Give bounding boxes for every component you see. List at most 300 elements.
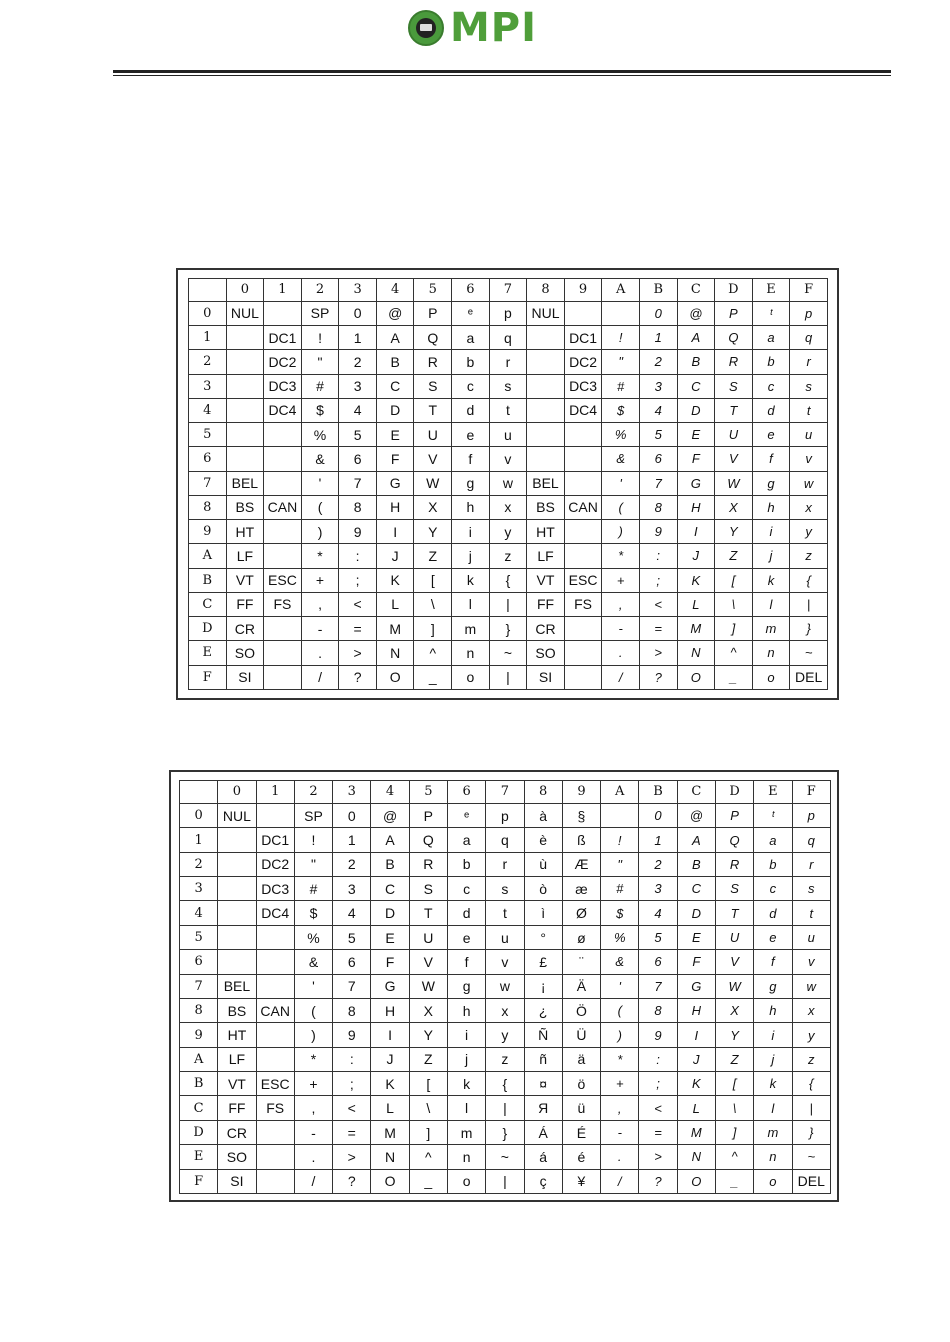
header-row [180, 781, 831, 804]
code-cell: ; [333, 1072, 371, 1096]
code-cell: ! [601, 828, 639, 852]
code-cell: ¿ [524, 998, 562, 1022]
code-cell: L [376, 592, 414, 616]
code-cell: 2 [639, 350, 677, 374]
table-row [180, 1072, 831, 1096]
row-header: 7 [189, 471, 227, 495]
row-header: 1 [180, 828, 218, 852]
code-cell: O [376, 665, 414, 689]
code-cell: Á [524, 1120, 562, 1144]
row-header: D [180, 1120, 218, 1144]
code-cell: á [524, 1145, 562, 1169]
code-cell: Z [715, 1047, 753, 1071]
code-cell: _ [409, 1169, 447, 1193]
code-cell: F [376, 447, 414, 471]
code-cell: ( [601, 998, 639, 1022]
row-header: B [180, 1072, 218, 1096]
code-cell: T [414, 398, 452, 422]
code-cell: b [752, 350, 790, 374]
code-cell: + [601, 1072, 639, 1096]
code-cell: h [754, 998, 792, 1022]
code-cell: U [409, 925, 447, 949]
code-cell: 8 [639, 495, 677, 519]
code-cell: HT [527, 520, 565, 544]
code-cell: 0 [639, 803, 677, 827]
code-cell: v [790, 447, 828, 471]
table-row [180, 1023, 831, 1047]
code-cell: g [754, 974, 792, 998]
table-row [180, 925, 831, 949]
code-cell: H [371, 998, 409, 1022]
row-header: 1 [189, 326, 227, 350]
code-cell: m [447, 1120, 485, 1144]
code-cell: ᵉ [447, 803, 485, 827]
code-cell [226, 374, 264, 398]
column-header: 2 [294, 781, 332, 804]
code-cell: " [601, 852, 639, 876]
code-cell: ) [601, 1023, 639, 1047]
column-header: 5 [409, 781, 447, 804]
code-cell: Z [715, 544, 753, 568]
code-cell: # [301, 374, 339, 398]
code-cell: 9 [639, 520, 677, 544]
code-cell: & [301, 447, 339, 471]
code-cell: F [371, 950, 409, 974]
code-cell: J [371, 1047, 409, 1071]
code-cell: ~ [792, 1145, 831, 1169]
code-cell: Я [524, 1096, 562, 1120]
corner-cell [189, 279, 227, 302]
code-cell: § [562, 803, 600, 827]
code-cell: DC1 [256, 828, 294, 852]
code-cell: < [639, 1096, 677, 1120]
row-header: C [189, 592, 227, 616]
code-cell: ü [562, 1096, 600, 1120]
code-cell: i [447, 1023, 485, 1047]
code-cell [264, 423, 302, 447]
code-cell: C [677, 374, 715, 398]
code-cell: F [677, 950, 715, 974]
code-cell: FS [564, 592, 602, 616]
code-cell: ( [301, 495, 339, 519]
code-cell: ñ [524, 1047, 562, 1071]
code-cell: S [414, 374, 452, 398]
code-cell: ESC [256, 1072, 294, 1096]
code-cell: ; [339, 568, 377, 592]
code-cell: > [333, 1145, 371, 1169]
column-header: F [792, 781, 831, 804]
code-cell: ! [294, 828, 332, 852]
column-header: A [601, 781, 639, 804]
code-cell: x [790, 495, 828, 519]
code-cell [218, 950, 256, 974]
code-cell: h [452, 495, 490, 519]
code-cell: l [447, 1096, 485, 1120]
code-cell: N [677, 1145, 715, 1169]
table-row [189, 423, 828, 447]
code-cell [226, 398, 264, 422]
code-cell: e [452, 423, 490, 447]
code-cell: i [452, 520, 490, 544]
code-cell: b [447, 852, 485, 876]
code-cell: v [486, 950, 524, 974]
column-header: 3 [339, 279, 377, 302]
code-cell: ) [301, 520, 339, 544]
code-cell: ; [639, 1072, 677, 1096]
code-cell: y [486, 1023, 524, 1047]
code-cell: } [790, 617, 828, 641]
code-cell: . [602, 641, 640, 665]
code-cell: y [790, 520, 828, 544]
code-cell: E [376, 423, 414, 447]
code-cell: | [790, 592, 828, 616]
column-header: 7 [489, 279, 527, 302]
code-cell: k [452, 568, 490, 592]
code-cell: ? [639, 1169, 677, 1193]
code-cell: x [792, 998, 831, 1022]
column-header: 1 [264, 279, 302, 302]
code-cell: ù [524, 852, 562, 876]
code-cell: H [376, 495, 414, 519]
code-cell: d [447, 901, 485, 925]
code-cell: ! [301, 326, 339, 350]
code-cell: X [414, 495, 452, 519]
code-cell: c [452, 374, 490, 398]
code-cell: & [294, 950, 332, 974]
code-cell: # [602, 374, 640, 398]
code-cell: & [602, 447, 640, 471]
code-cell: < [333, 1096, 371, 1120]
code-cell: N [376, 641, 414, 665]
row-header: E [189, 641, 227, 665]
column-header: C [677, 279, 715, 302]
code-cell: g [447, 974, 485, 998]
code-cell: V [715, 950, 753, 974]
code-cell [601, 803, 639, 827]
code-cell: , [294, 1096, 332, 1120]
code-cell: 9 [339, 520, 377, 544]
code-cell [256, 1047, 294, 1071]
code-cell: £ [524, 950, 562, 974]
table-row [189, 520, 828, 544]
table-row [189, 544, 828, 568]
code-cell: \ [715, 1096, 753, 1120]
code-cell: ESC [564, 568, 602, 592]
code-cell: h [752, 495, 790, 519]
code-cell: P [715, 301, 753, 325]
code-cell: s [790, 374, 828, 398]
code-cell: BS [226, 495, 264, 519]
code-cell: s [792, 877, 831, 901]
code-cell: ! [602, 326, 640, 350]
table-row [189, 568, 828, 592]
code-cell: s [486, 877, 524, 901]
table-row [180, 1145, 831, 1169]
code-cell: j [752, 544, 790, 568]
code-cell: R [414, 350, 452, 374]
code-cell: æ [562, 877, 600, 901]
code-cell [564, 301, 602, 325]
mpi-logo [408, 5, 538, 51]
code-cell: Ö [562, 998, 600, 1022]
code-cell: FF [527, 592, 565, 616]
table-row [180, 1169, 831, 1193]
code-cell: DC3 [256, 877, 294, 901]
code-cell: X [715, 495, 753, 519]
code-cell: DC4 [256, 901, 294, 925]
code-cell: l [754, 1096, 792, 1120]
row-header: 2 [180, 852, 218, 876]
code-cell: VT [226, 568, 264, 592]
column-header: 6 [452, 279, 490, 302]
code-cell [264, 447, 302, 471]
code-cell [564, 447, 602, 471]
code-cell: Y [414, 520, 452, 544]
code-cell: 1 [333, 828, 371, 852]
code-cell: C [677, 877, 715, 901]
code-cell: j [447, 1047, 485, 1071]
code-cell: ESC [264, 568, 302, 592]
code-cell: m [752, 617, 790, 641]
code-cell: @ [677, 301, 715, 325]
code-cell: Z [409, 1047, 447, 1071]
row-header: E [180, 1145, 218, 1169]
code-cell: < [339, 592, 377, 616]
code-cell: e [752, 423, 790, 447]
code-cell: ᵗ [752, 301, 790, 325]
code-cell: E [677, 423, 715, 447]
code-cell: @ [371, 803, 409, 827]
code-cell: Q [409, 828, 447, 852]
code-cell: 2 [339, 350, 377, 374]
column-header: A [602, 279, 640, 302]
code-cell [527, 423, 565, 447]
code-cell: K [677, 1072, 715, 1096]
code-cell: J [376, 544, 414, 568]
code-cell: [ [409, 1072, 447, 1096]
code-cell: _ [414, 665, 452, 689]
code-cell: 8 [333, 998, 371, 1022]
code-cell: E [677, 925, 715, 949]
table-row [189, 301, 828, 325]
code-cell: o [752, 665, 790, 689]
column-header: 9 [564, 279, 602, 302]
code-cell: ä [562, 1047, 600, 1071]
code-cell: C [376, 374, 414, 398]
table-row [180, 877, 831, 901]
table-row [189, 641, 828, 665]
code-cell: U [715, 423, 753, 447]
code-cell: ' [601, 974, 639, 998]
table-row [180, 803, 831, 827]
code-cell: W [414, 471, 452, 495]
code-cell: N [371, 1145, 409, 1169]
code-cell: 4 [639, 398, 677, 422]
printer-icon [408, 10, 444, 46]
code-cell: DC4 [564, 398, 602, 422]
row-header: C [180, 1096, 218, 1120]
code-cell: D [677, 901, 715, 925]
code-cell: Z [414, 544, 452, 568]
code-cell: ' [602, 471, 640, 495]
code-cell: z [489, 544, 527, 568]
table-row [189, 326, 828, 350]
code-cell: I [371, 1023, 409, 1047]
code-cell: BS [218, 998, 256, 1022]
table-row [180, 1047, 831, 1071]
code-cell: 7 [339, 471, 377, 495]
code-cell: U [414, 423, 452, 447]
code-cell: _ [715, 1169, 753, 1193]
code-cell: 3 [639, 374, 677, 398]
code-cell: * [294, 1047, 332, 1071]
code-cell: @ [677, 803, 715, 827]
code-cell: VT [218, 1072, 256, 1096]
code-cell: . [294, 1145, 332, 1169]
code-cell: : [339, 544, 377, 568]
code-cell: 4 [639, 901, 677, 925]
code-cell: g [752, 471, 790, 495]
code-cell: Ä [562, 974, 600, 998]
code-cell: o [452, 665, 490, 689]
code-cell: y [792, 1023, 831, 1047]
code-cell: LF [527, 544, 565, 568]
code-cell: ' [294, 974, 332, 998]
code-cell: CR [218, 1120, 256, 1144]
code-cell: 1 [639, 326, 677, 350]
code-cell: w [792, 974, 831, 998]
code-cell: b [754, 852, 792, 876]
code-cell: ~ [790, 641, 828, 665]
code-cell: v [792, 950, 831, 974]
row-header: 8 [180, 998, 218, 1022]
code-cell: % [294, 925, 332, 949]
code-cell: 1 [639, 828, 677, 852]
code-cell: Ü [562, 1023, 600, 1047]
code-cell [218, 852, 256, 876]
code-cell: c [752, 374, 790, 398]
code-cell: { [792, 1072, 831, 1096]
code-cell [527, 447, 565, 471]
row-header: D [189, 617, 227, 641]
code-cell: z [486, 1047, 524, 1071]
code-cell: { [486, 1072, 524, 1096]
code-cell: = [639, 617, 677, 641]
code-cell: a [447, 828, 485, 852]
code-cell: a [452, 326, 490, 350]
code-cell: ° [524, 925, 562, 949]
code-cell: = [333, 1120, 371, 1144]
code-cell [527, 326, 565, 350]
row-header: 5 [180, 925, 218, 949]
code-cell: n [752, 641, 790, 665]
code-cell: à [524, 803, 562, 827]
code-cell: > [339, 641, 377, 665]
code-cell: : [639, 1047, 677, 1071]
header-rule [113, 70, 891, 73]
row-header: 0 [180, 803, 218, 827]
code-cell: x [486, 998, 524, 1022]
code-cell [264, 641, 302, 665]
code-cell [527, 398, 565, 422]
code-cell: A [677, 828, 715, 852]
code-cell: 3 [333, 877, 371, 901]
code-cell: z [792, 1047, 831, 1071]
code-cell: % [602, 423, 640, 447]
code-cell [218, 901, 256, 925]
code-cell: ¤ [524, 1072, 562, 1096]
code-cell: v [489, 447, 527, 471]
code-cell: > [639, 641, 677, 665]
code-cell: 6 [639, 447, 677, 471]
row-header: 7 [180, 974, 218, 998]
code-cell: 7 [639, 471, 677, 495]
code-cell: R [715, 350, 753, 374]
code-cell: # [294, 877, 332, 901]
table-row [189, 617, 828, 641]
code-cell: ( [294, 998, 332, 1022]
code-cell: BEL [218, 974, 256, 998]
code-cell: CAN [256, 998, 294, 1022]
code-cell: 3 [339, 374, 377, 398]
code-cell: ? [339, 665, 377, 689]
column-header: D [715, 279, 753, 302]
code-cell: d [754, 901, 792, 925]
column-header: 7 [486, 781, 524, 804]
code-cell: q [486, 828, 524, 852]
code-cell: S [715, 877, 753, 901]
code-cell: ç [524, 1169, 562, 1193]
code-cell: ø [562, 925, 600, 949]
table-row [180, 974, 831, 998]
code-cell: V [414, 447, 452, 471]
code-cell: x [489, 495, 527, 519]
code-cell: ö [562, 1072, 600, 1096]
code-cell: Y [715, 520, 753, 544]
row-header: 2 [189, 350, 227, 374]
code-cell: J [677, 544, 715, 568]
code-cell: NUL [218, 803, 256, 827]
code-cell [264, 544, 302, 568]
code-cell: u [790, 423, 828, 447]
code-cell: @ [376, 301, 414, 325]
code-cell: q [489, 326, 527, 350]
code-cell: è [524, 828, 562, 852]
code-cell: A [371, 828, 409, 852]
code-cell [218, 828, 256, 852]
code-cell: | [489, 665, 527, 689]
row-header: 8 [189, 495, 227, 519]
column-header: 3 [333, 781, 371, 804]
row-header: 9 [189, 520, 227, 544]
code-cell: 5 [339, 423, 377, 447]
code-cell: CAN [264, 495, 302, 519]
code-cell: p [489, 301, 527, 325]
code-cell: ß [562, 828, 600, 852]
code-cell: 5 [333, 925, 371, 949]
row-header: A [189, 544, 227, 568]
code-cell: S [715, 374, 753, 398]
code-cell: Y [715, 1023, 753, 1047]
code-cell: E [371, 925, 409, 949]
column-header: 4 [376, 279, 414, 302]
table-row [180, 1120, 831, 1144]
code-cell: SP [294, 803, 332, 827]
code-cell: 4 [339, 398, 377, 422]
code-cell: u [792, 925, 831, 949]
code-cell: < [639, 592, 677, 616]
code-cell: ] [715, 1120, 753, 1144]
